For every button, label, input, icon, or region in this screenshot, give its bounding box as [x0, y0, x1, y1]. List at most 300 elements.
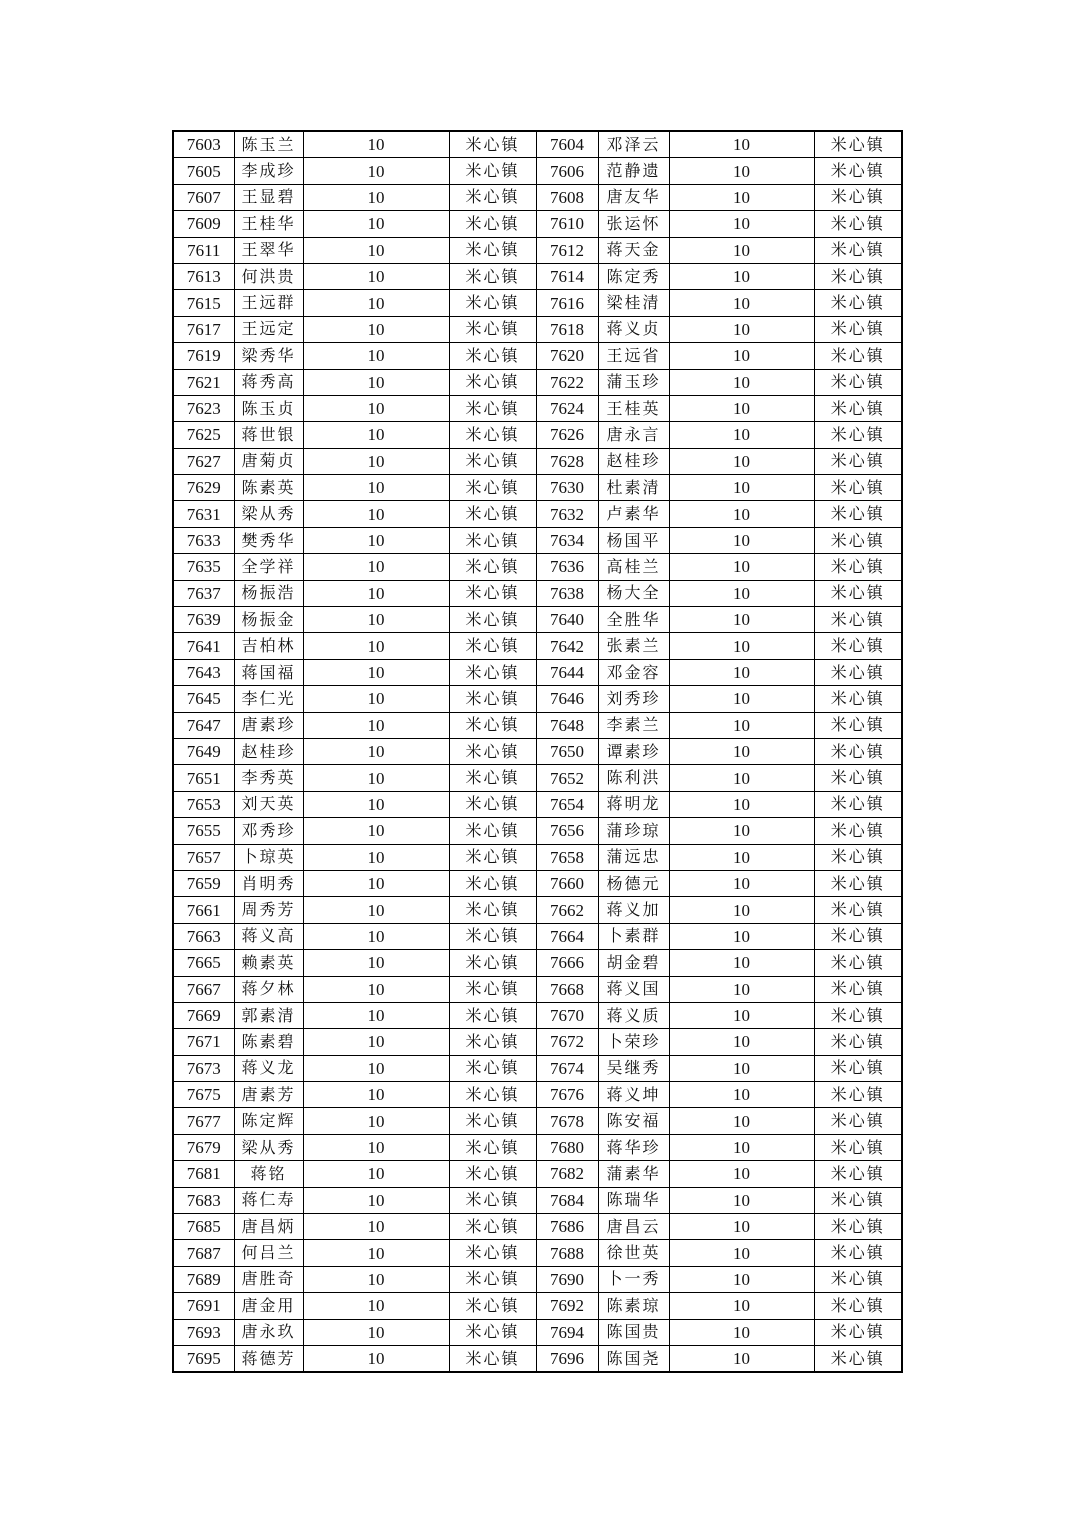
- row-id-cell: 7618: [536, 316, 598, 342]
- town-cell: 米心镇: [449, 501, 536, 527]
- town-cell: 米心镇: [449, 395, 536, 421]
- town-cell: 米心镇: [449, 1345, 536, 1372]
- table-row: [173, 158, 902, 184]
- row-id-cell: 7678: [536, 1108, 598, 1134]
- amount-cell: 10: [669, 976, 814, 1002]
- amount-cell: 10: [669, 950, 814, 976]
- row-id-cell: 7686: [536, 1214, 598, 1240]
- amount-cell: 10: [303, 184, 449, 210]
- amount-cell: 10: [303, 976, 449, 1002]
- town-cell: 米心镇: [449, 158, 536, 184]
- table-row: [173, 1345, 902, 1372]
- table-row: [173, 633, 902, 659]
- amount-cell: 10: [303, 448, 449, 474]
- town-cell: 米心镇: [449, 343, 536, 369]
- town-cell: 米心镇: [814, 343, 902, 369]
- person-name-cell: 卢素华: [598, 501, 669, 527]
- person-name-cell: 唐素珍: [234, 712, 303, 738]
- amount-cell: 10: [303, 923, 449, 949]
- amount-cell: 10: [303, 554, 449, 580]
- row-id-cell: 7604: [536, 131, 598, 158]
- amount-cell: 10: [303, 475, 449, 501]
- row-id-cell: 7664: [536, 923, 598, 949]
- person-name-cell: 郭素清: [234, 1002, 303, 1028]
- town-cell: 米心镇: [449, 1240, 536, 1266]
- table-row: [173, 1240, 902, 1266]
- town-cell: 米心镇: [449, 897, 536, 923]
- row-id-cell: 7669: [173, 1002, 234, 1028]
- amount-cell: 10: [303, 659, 449, 685]
- person-name-cell: 蒋德芳: [234, 1345, 303, 1372]
- town-cell: 米心镇: [814, 1266, 902, 1292]
- row-id-cell: 7670: [536, 1002, 598, 1028]
- amount-cell: 10: [303, 131, 449, 158]
- amount-cell: 10: [669, 659, 814, 685]
- person-name-cell: 蒋仁寿: [234, 1187, 303, 1213]
- amount-cell: 10: [669, 554, 814, 580]
- person-name-cell: 蒋夕林: [234, 976, 303, 1002]
- table-row: [173, 263, 902, 289]
- amount-cell: 10: [303, 686, 449, 712]
- amount-cell: 10: [669, 633, 814, 659]
- table-row: [173, 923, 902, 949]
- table-row: [173, 237, 902, 263]
- person-name-cell: 杨德元: [598, 870, 669, 896]
- person-name-cell: 王远群: [234, 290, 303, 316]
- amount-cell: 10: [669, 791, 814, 817]
- row-id-cell: 7633: [173, 527, 234, 553]
- row-id-cell: 7674: [536, 1055, 598, 1081]
- town-cell: 米心镇: [814, 501, 902, 527]
- amount-cell: 10: [303, 1161, 449, 1187]
- row-id-cell: 7624: [536, 395, 598, 421]
- table-row: [173, 395, 902, 421]
- row-id-cell: 7612: [536, 237, 598, 263]
- town-cell: 米心镇: [449, 1266, 536, 1292]
- person-name-cell: 卜琼英: [234, 844, 303, 870]
- row-id-cell: 7654: [536, 791, 598, 817]
- amount-cell: 10: [669, 316, 814, 342]
- row-id-cell: 7666: [536, 950, 598, 976]
- town-cell: 米心镇: [449, 316, 536, 342]
- person-name-cell: 邓秀珍: [234, 818, 303, 844]
- table-row: [173, 1266, 902, 1292]
- town-cell: 米心镇: [814, 897, 902, 923]
- amount-cell: 10: [669, 712, 814, 738]
- person-name-cell: 陈素英: [234, 475, 303, 501]
- table-row: [173, 1161, 902, 1187]
- amount-cell: 10: [669, 1345, 814, 1372]
- person-name-cell: 王翠华: [234, 237, 303, 263]
- amount-cell: 10: [303, 1134, 449, 1160]
- amount-cell: 10: [303, 1002, 449, 1028]
- row-id-cell: 7617: [173, 316, 234, 342]
- person-name-cell: 何吕兰: [234, 1240, 303, 1266]
- person-name-cell: 陈定辉: [234, 1108, 303, 1134]
- table-row: [173, 475, 902, 501]
- table-row: [173, 1319, 902, 1345]
- amount-cell: 10: [669, 765, 814, 791]
- row-id-cell: 7619: [173, 343, 234, 369]
- town-cell: 米心镇: [449, 1134, 536, 1160]
- amount-cell: 10: [669, 870, 814, 896]
- town-cell: 米心镇: [814, 976, 902, 1002]
- table-row: [173, 607, 902, 633]
- town-cell: 米心镇: [814, 1029, 902, 1055]
- town-cell: 米心镇: [449, 712, 536, 738]
- town-cell: 米心镇: [449, 211, 536, 237]
- person-name-cell: 张素兰: [598, 633, 669, 659]
- amount-cell: 10: [669, 131, 814, 158]
- amount-cell: 10: [303, 527, 449, 553]
- town-cell: 米心镇: [814, 1055, 902, 1081]
- town-cell: 米心镇: [449, 686, 536, 712]
- town-cell: 米心镇: [449, 1214, 536, 1240]
- town-cell: 米心镇: [449, 765, 536, 791]
- person-name-cell: 王显碧: [234, 184, 303, 210]
- town-cell: 米心镇: [449, 184, 536, 210]
- town-cell: 米心镇: [449, 1161, 536, 1187]
- amount-cell: 10: [303, 395, 449, 421]
- roster-table: [172, 130, 903, 1373]
- row-id-cell: 7627: [173, 448, 234, 474]
- amount-cell: 10: [303, 343, 449, 369]
- person-name-cell: 王远省: [598, 343, 669, 369]
- person-name-cell: 肖明秀: [234, 870, 303, 896]
- town-cell: 米心镇: [814, 1240, 902, 1266]
- person-name-cell: 高桂兰: [598, 554, 669, 580]
- town-cell: 米心镇: [449, 950, 536, 976]
- amount-cell: 10: [669, 580, 814, 606]
- row-id-cell: 7672: [536, 1029, 598, 1055]
- amount-cell: 10: [669, 211, 814, 237]
- row-id-cell: 7663: [173, 923, 234, 949]
- row-id-cell: 7693: [173, 1319, 234, 1345]
- person-name-cell: 蒋义质: [598, 1002, 669, 1028]
- person-name-cell: 李秀英: [234, 765, 303, 791]
- row-id-cell: 7643: [173, 659, 234, 685]
- row-id-cell: 7644: [536, 659, 598, 685]
- amount-cell: 10: [303, 1345, 449, 1372]
- amount-cell: 10: [303, 950, 449, 976]
- amount-cell: 10: [303, 422, 449, 448]
- row-id-cell: 7606: [536, 158, 598, 184]
- row-id-cell: 7689: [173, 1266, 234, 1292]
- table-row: [173, 976, 902, 1002]
- person-name-cell: 刘秀珍: [598, 686, 669, 712]
- row-id-cell: 7641: [173, 633, 234, 659]
- row-id-cell: 7608: [536, 184, 598, 210]
- row-id-cell: 7611: [173, 237, 234, 263]
- town-cell: 米心镇: [814, 1108, 902, 1134]
- amount-cell: 10: [303, 1293, 449, 1319]
- town-cell: 米心镇: [814, 369, 902, 395]
- person-name-cell: 陈素琼: [598, 1293, 669, 1319]
- person-name-cell: 徐世英: [598, 1240, 669, 1266]
- row-id-cell: 7630: [536, 475, 598, 501]
- person-name-cell: 蒋义坤: [598, 1082, 669, 1108]
- amount-cell: 10: [303, 738, 449, 764]
- table-row: [173, 554, 902, 580]
- person-name-cell: 李仁光: [234, 686, 303, 712]
- town-cell: 米心镇: [814, 237, 902, 263]
- person-name-cell: 樊秀华: [234, 527, 303, 553]
- town-cell: 米心镇: [814, 633, 902, 659]
- table-row: [173, 712, 902, 738]
- amount-cell: 10: [303, 870, 449, 896]
- amount-cell: 10: [303, 211, 449, 237]
- person-name-cell: 周秀芳: [234, 897, 303, 923]
- row-id-cell: 7603: [173, 131, 234, 158]
- town-cell: 米心镇: [814, 158, 902, 184]
- row-id-cell: 7651: [173, 765, 234, 791]
- table-row: [173, 1082, 902, 1108]
- row-id-cell: 7673: [173, 1055, 234, 1081]
- row-id-cell: 7655: [173, 818, 234, 844]
- table-row: [173, 686, 902, 712]
- town-cell: 米心镇: [814, 554, 902, 580]
- town-cell: 米心镇: [814, 712, 902, 738]
- row-id-cell: 7626: [536, 422, 598, 448]
- town-cell: 米心镇: [814, 290, 902, 316]
- town-cell: 米心镇: [449, 1002, 536, 1028]
- amount-cell: 10: [669, 1240, 814, 1266]
- person-name-cell: 吴继秀: [598, 1055, 669, 1081]
- town-cell: 米心镇: [449, 844, 536, 870]
- person-name-cell: 陈国贵: [598, 1319, 669, 1345]
- town-cell: 米心镇: [814, 580, 902, 606]
- amount-cell: 10: [669, 923, 814, 949]
- row-id-cell: 7694: [536, 1319, 598, 1345]
- row-id-cell: 7640: [536, 607, 598, 633]
- amount-cell: 10: [669, 1002, 814, 1028]
- person-name-cell: 蒋国福: [234, 659, 303, 685]
- row-id-cell: 7649: [173, 738, 234, 764]
- town-cell: 米心镇: [814, 791, 902, 817]
- person-name-cell: 杨振浩: [234, 580, 303, 606]
- row-id-cell: 7629: [173, 475, 234, 501]
- row-id-cell: 7682: [536, 1161, 598, 1187]
- row-id-cell: 7692: [536, 1293, 598, 1319]
- row-id-cell: 7671: [173, 1029, 234, 1055]
- row-id-cell: 7688: [536, 1240, 598, 1266]
- person-name-cell: 陈安福: [598, 1108, 669, 1134]
- table-row: [173, 448, 902, 474]
- amount-cell: 10: [303, 712, 449, 738]
- amount-cell: 10: [669, 290, 814, 316]
- table-row: [173, 1108, 902, 1134]
- amount-cell: 10: [669, 1319, 814, 1345]
- row-id-cell: 7662: [536, 897, 598, 923]
- amount-cell: 10: [669, 1214, 814, 1240]
- town-cell: 米心镇: [814, 211, 902, 237]
- table-row: [173, 791, 902, 817]
- person-name-cell: 唐昌炳: [234, 1214, 303, 1240]
- town-cell: 米心镇: [449, 475, 536, 501]
- row-id-cell: 7615: [173, 290, 234, 316]
- person-name-cell: 李素兰: [598, 712, 669, 738]
- table-row: [173, 184, 902, 210]
- row-id-cell: 7648: [536, 712, 598, 738]
- table-row: [173, 1134, 902, 1160]
- person-name-cell: 范静遗: [598, 158, 669, 184]
- row-id-cell: 7607: [173, 184, 234, 210]
- amount-cell: 10: [303, 369, 449, 395]
- amount-cell: 10: [303, 290, 449, 316]
- row-id-cell: 7642: [536, 633, 598, 659]
- person-name-cell: 唐胜奇: [234, 1266, 303, 1292]
- amount-cell: 10: [669, 818, 814, 844]
- amount-cell: 10: [303, 1082, 449, 1108]
- amount-cell: 10: [303, 1266, 449, 1292]
- town-cell: 米心镇: [814, 1214, 902, 1240]
- town-cell: 米心镇: [814, 475, 902, 501]
- table-row: [173, 950, 902, 976]
- person-name-cell: 王桂英: [598, 395, 669, 421]
- town-cell: 米心镇: [449, 738, 536, 764]
- person-name-cell: 全胜华: [598, 607, 669, 633]
- person-name-cell: 蒲珍琼: [598, 818, 669, 844]
- amount-cell: 10: [669, 263, 814, 289]
- row-id-cell: 7665: [173, 950, 234, 976]
- amount-cell: 10: [303, 1319, 449, 1345]
- amount-cell: 10: [669, 369, 814, 395]
- table-row: [173, 422, 902, 448]
- town-cell: 米心镇: [814, 738, 902, 764]
- amount-cell: 10: [303, 1029, 449, 1055]
- person-name-cell: 唐金用: [234, 1293, 303, 1319]
- amount-cell: 10: [303, 316, 449, 342]
- row-id-cell: 7656: [536, 818, 598, 844]
- town-cell: 米心镇: [814, 659, 902, 685]
- row-id-cell: 7605: [173, 158, 234, 184]
- row-id-cell: 7637: [173, 580, 234, 606]
- table-row: [173, 343, 902, 369]
- person-name-cell: 王桂华: [234, 211, 303, 237]
- town-cell: 米心镇: [449, 976, 536, 1002]
- town-cell: 米心镇: [449, 369, 536, 395]
- row-id-cell: 7675: [173, 1082, 234, 1108]
- amount-cell: 10: [303, 158, 449, 184]
- row-id-cell: 7647: [173, 712, 234, 738]
- table-row: [173, 131, 902, 158]
- person-name-cell: 梁秀华: [234, 343, 303, 369]
- table-row: [173, 527, 902, 553]
- amount-cell: 10: [669, 1055, 814, 1081]
- amount-cell: 10: [669, 686, 814, 712]
- row-id-cell: 7622: [536, 369, 598, 395]
- row-id-cell: 7658: [536, 844, 598, 870]
- amount-cell: 10: [669, 501, 814, 527]
- row-id-cell: 7650: [536, 738, 598, 764]
- table-row: [173, 897, 902, 923]
- table-row: [173, 1055, 902, 1081]
- row-id-cell: 7660: [536, 870, 598, 896]
- person-name-cell: 蒋世银: [234, 422, 303, 448]
- amount-cell: 10: [669, 184, 814, 210]
- amount-cell: 10: [669, 343, 814, 369]
- person-name-cell: 赵桂珍: [234, 738, 303, 764]
- amount-cell: 10: [303, 263, 449, 289]
- person-name-cell: 何洪贵: [234, 263, 303, 289]
- person-name-cell: 谭素珍: [598, 738, 669, 764]
- person-name-cell: 杨国平: [598, 527, 669, 553]
- row-id-cell: 7620: [536, 343, 598, 369]
- town-cell: 米心镇: [449, 659, 536, 685]
- amount-cell: 10: [303, 237, 449, 263]
- amount-cell: 10: [669, 1082, 814, 1108]
- person-name-cell: 杨振金: [234, 607, 303, 633]
- town-cell: 米心镇: [449, 1319, 536, 1345]
- town-cell: 米心镇: [449, 1055, 536, 1081]
- town-cell: 米心镇: [449, 633, 536, 659]
- table-row: [173, 369, 902, 395]
- person-name-cell: 蒋义高: [234, 923, 303, 949]
- table-row: [173, 765, 902, 791]
- town-cell: 米心镇: [449, 791, 536, 817]
- town-cell: 米心镇: [814, 448, 902, 474]
- row-id-cell: 7676: [536, 1082, 598, 1108]
- person-name-cell: 蒋天金: [598, 237, 669, 263]
- town-cell: 米心镇: [449, 448, 536, 474]
- person-name-cell: 刘天英: [234, 791, 303, 817]
- row-id-cell: 7631: [173, 501, 234, 527]
- town-cell: 米心镇: [814, 422, 902, 448]
- table-row: [173, 580, 902, 606]
- row-id-cell: 7685: [173, 1214, 234, 1240]
- table-row: [173, 818, 902, 844]
- person-name-cell: 赖素英: [234, 950, 303, 976]
- amount-cell: 10: [669, 1161, 814, 1187]
- row-id-cell: 7657: [173, 844, 234, 870]
- town-cell: 米心镇: [449, 1082, 536, 1108]
- amount-cell: 10: [669, 1134, 814, 1160]
- person-name-cell: 陈国尧: [598, 1345, 669, 1372]
- person-name-cell: 陈利洪: [598, 765, 669, 791]
- amount-cell: 10: [669, 237, 814, 263]
- person-name-cell: 梁桂清: [598, 290, 669, 316]
- row-id-cell: 7653: [173, 791, 234, 817]
- town-cell: 米心镇: [814, 1002, 902, 1028]
- person-name-cell: 唐素芳: [234, 1082, 303, 1108]
- amount-cell: 10: [669, 607, 814, 633]
- town-cell: 米心镇: [449, 1029, 536, 1055]
- person-name-cell: 蒋华珍: [598, 1134, 669, 1160]
- town-cell: 米心镇: [449, 818, 536, 844]
- person-name-cell: 王远定: [234, 316, 303, 342]
- person-name-cell: 邓金容: [598, 659, 669, 685]
- amount-cell: 10: [669, 158, 814, 184]
- row-id-cell: 7610: [536, 211, 598, 237]
- town-cell: 米心镇: [814, 184, 902, 210]
- town-cell: 米心镇: [814, 1345, 902, 1372]
- person-name-cell: 蒋明龙: [598, 791, 669, 817]
- table-row: [173, 316, 902, 342]
- town-cell: 米心镇: [814, 950, 902, 976]
- person-name-cell: 蒋义加: [598, 897, 669, 923]
- amount-cell: 10: [303, 1240, 449, 1266]
- row-id-cell: 7687: [173, 1240, 234, 1266]
- table-row: [173, 1002, 902, 1028]
- town-cell: 米心镇: [449, 923, 536, 949]
- person-name-cell: 蒋义龙: [234, 1055, 303, 1081]
- amount-cell: 10: [303, 607, 449, 633]
- row-id-cell: 7683: [173, 1187, 234, 1213]
- row-id-cell: 7677: [173, 1108, 234, 1134]
- table-row: [173, 870, 902, 896]
- amount-cell: 10: [669, 1266, 814, 1292]
- row-id-cell: 7628: [536, 448, 598, 474]
